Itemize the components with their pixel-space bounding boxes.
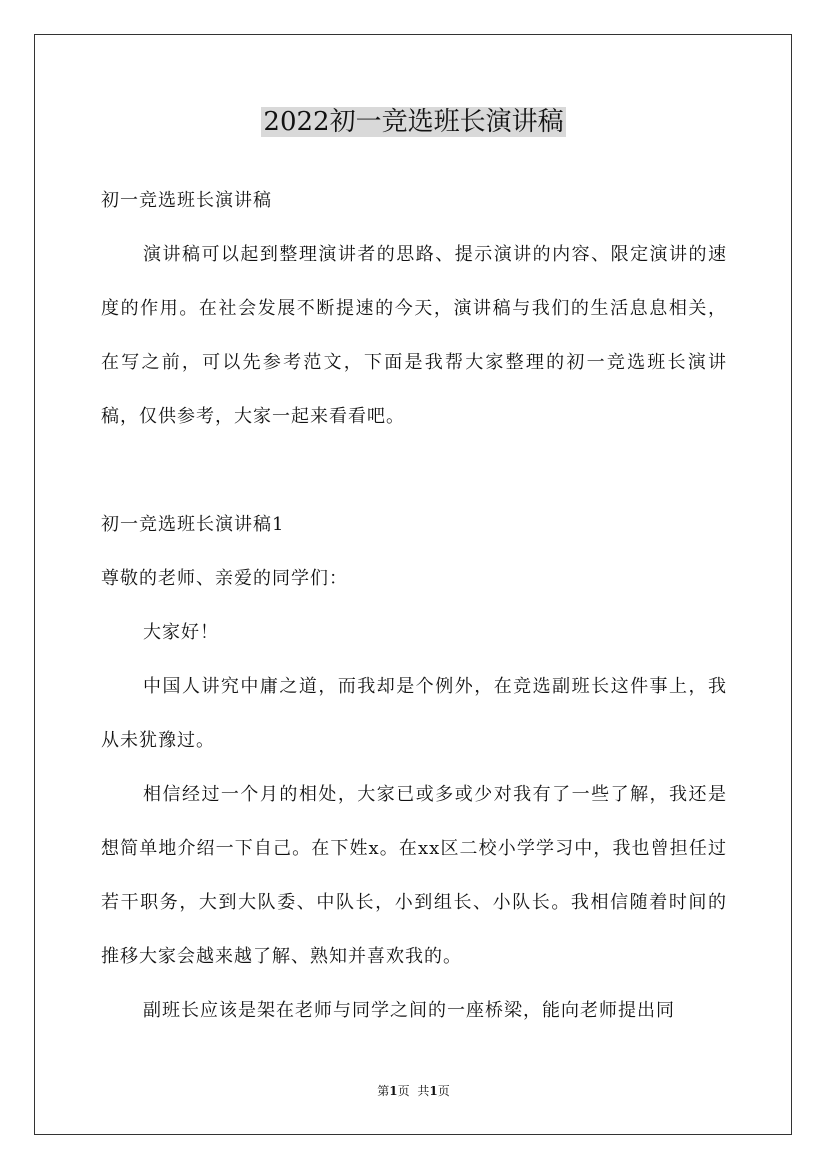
body-paragraph: 相信经过一个月的相处，大家已或多或少对我有了一些了解，我还是想简单地介绍一下自己。在下姓x。在xx区二校小学学习中，我也曾担任过若干职务，大到大队委、中队长，小到组长、小队长。我相信随着时间的推移大家会越来越了解、熟知并喜欢我的。 bbox=[101, 784, 727, 967]
salutation: 尊敬的老师、亲爱的同学们： bbox=[101, 568, 348, 589]
document-title bbox=[0, 102, 827, 142]
body-paragraph: 副班长应该是架在老师与同学之间的一座桥梁，能向老师提出同 bbox=[143, 1000, 675, 1021]
total-prefix: 共 bbox=[417, 1084, 430, 1098]
page-footer bbox=[0, 1083, 827, 1099]
document-title-text: 2022初一竞选班长演讲稿 bbox=[263, 107, 564, 137]
section-heading: 初一竞选班长演讲稿 bbox=[101, 190, 272, 211]
greeting: 大家好！ bbox=[143, 622, 219, 643]
body-paragraph: 中国人讲究中庸之道，而我却是个例外，在竞选副班长这件事上，我从未犹豫过。 bbox=[101, 676, 727, 751]
speech-heading: 初一竞选班长演讲稿1 bbox=[101, 514, 285, 535]
total-pages: 1 bbox=[429, 1084, 438, 1098]
page-suffix: 页 bbox=[397, 1084, 410, 1098]
document-body bbox=[101, 174, 727, 1038]
total-suffix: 页 bbox=[437, 1084, 450, 1098]
page-number: 1 bbox=[389, 1084, 398, 1098]
intro-paragraph: 演讲稿可以起到整理演讲者的思路、提示演讲的内容、限定演讲的速度的作用。在社会发展不断提速的今天，演讲稿与我们的生活息息相关，在写之前，可以先参考范文，下面是我帮大家整理的初一竞选班长演讲稿，仅供参考，大家一起来看看吧。 bbox=[101, 244, 727, 427]
blank-line bbox=[101, 444, 727, 498]
page-prefix: 第 bbox=[377, 1084, 390, 1098]
